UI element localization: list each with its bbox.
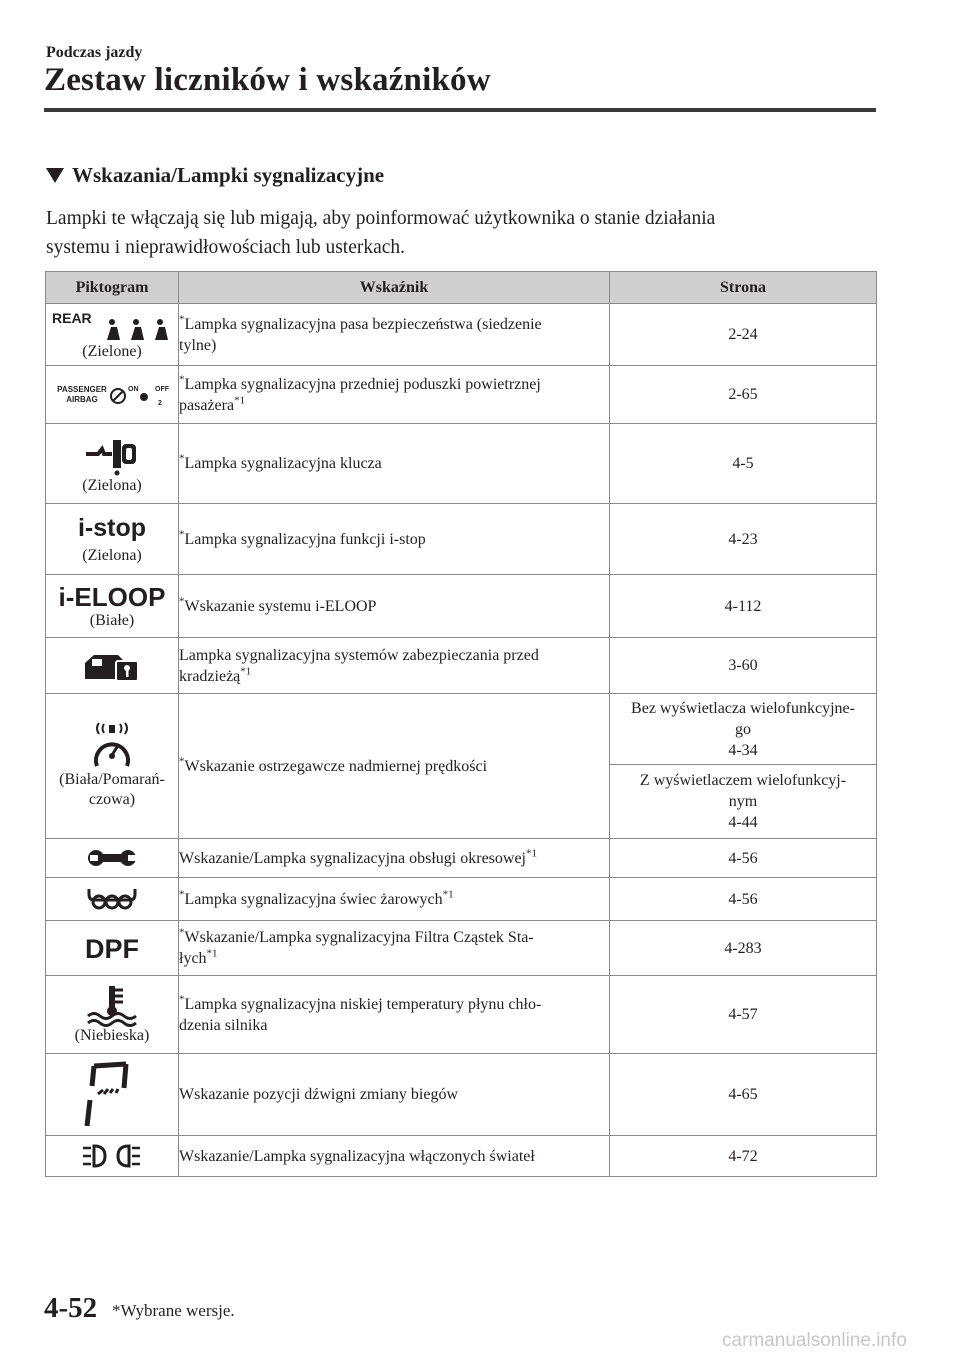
icon-color-note: (Biała/Pomarań- czowa): [59, 771, 165, 808]
i-stop-icon: [46, 512, 178, 546]
page-reference: Bez wyświetlacza wielofunkcyjne- go 4-34: [610, 694, 877, 765]
page-reference: 4-23: [610, 504, 877, 575]
table-header-row: [46, 272, 877, 304]
svg-text:OFF: OFF: [155, 385, 169, 393]
icon-color-note: (Zielona): [82, 476, 142, 494]
table-row: Wskazanie/Lampka sygnalizacyjna włączonych świateł 4-72: [46, 1136, 877, 1177]
table-row: REAR (Zielone) *Lampka sygnalizacyjna pasa bezpieczeństwa (siedzenie tylne) 2-24: [46, 304, 877, 366]
table-row: (Biała/Pomarań- czowa) *Wskazanie ostrzegawcze nadmiernej prędkości Bez wyświetlacza wielofunkcyjne- go 4-34: [46, 694, 877, 765]
rear-seatbelt-icon: [46, 308, 178, 342]
page-reference: 4-5: [610, 424, 877, 504]
page-number: 4-52: [44, 1292, 98, 1324]
svg-text:AIRBAG: AIRBAG: [66, 394, 98, 404]
table-row: Wskazanie pozycji dźwigni zmiany biegów 4-65: [46, 1054, 877, 1136]
dpf-icon: [46, 933, 178, 963]
table-row: i-ELOOP (Białe) *Wskazanie systemu i-ELOOP 4-112: [46, 575, 877, 638]
page-reference: 4-56: [610, 878, 877, 921]
page-reference: 2-65: [610, 366, 877, 424]
table-row: (Zielona) *Lampka sygnalizacyjna klucza 4-5: [46, 424, 877, 504]
glow-plug-icon: [46, 886, 178, 912]
page-reference: 4-65: [610, 1054, 877, 1136]
svg-text:2: 2: [158, 399, 162, 407]
gear-position-icon: [46, 1060, 178, 1130]
table-row: Lampka sygnalizacyjna systemów zabezpieczania przed kradzieżą$^{*1}$ 3-60: [46, 638, 877, 694]
page-title: Zestaw liczników i wskaźników: [44, 62, 491, 98]
speed-alarm-icon: [46, 722, 178, 770]
subsection-heading: [46, 163, 384, 188]
table-row: i-stop (Zielona) *Lampka sygnalizacyjna funkcji i-stop 4-23: [46, 504, 877, 575]
svg-text:DPF: DPF: [85, 934, 139, 964]
icon-color-note: (Zielona): [82, 547, 142, 564]
table-row: (Niebieska) *Lampka sygnalizacyjna niskiej temperatury płynu chło- dzenia silnika 4-57: [46, 976, 877, 1054]
page-reference: 3-60: [610, 638, 877, 694]
subsection-title: Wskazania/Lampki sygnalizacyjne: [72, 163, 385, 187]
column-header-pictogram: Piktogram: [46, 272, 179, 304]
icon-color-note: (Niebieska): [74, 1026, 150, 1044]
i-eloop-icon: [46, 581, 178, 611]
page-reference: 2-24: [610, 304, 877, 366]
svg-text:i-ELOOP: i-ELOOP: [58, 582, 166, 612]
icon-color-note: (Zielone): [82, 342, 142, 360]
table-row: *Lampka sygnalizacyjna świec żarowych$^{*1}$ 4-56: [46, 878, 877, 921]
wrench-icon: [46, 846, 178, 870]
key-icon: [46, 432, 178, 476]
column-header-page: Strona: [610, 272, 877, 304]
lights-on-icon: [46, 1143, 178, 1169]
table-row: PASSENGER AIRBAG ON OFF 2 *Lampka sygnalizacyjna przedniej poduszki powietrznej pasażera$^{*1}$ 2-65: [46, 366, 877, 424]
svg-text:PASSENGER: PASSENGER: [57, 384, 107, 394]
icon-color-note: (Białe): [89, 612, 135, 629]
indicator-table: [45, 271, 877, 1177]
page-reference: Z wyświetlaczem wielofunkcyj- nym 4-44: [610, 765, 877, 839]
passenger-airbag-icon: [46, 381, 178, 409]
svg-text:REAR: REAR: [52, 309, 92, 326]
svg-text:ON: ON: [128, 385, 139, 393]
column-header-indicator: Wskaźnik: [179, 272, 610, 304]
page-reference: 4-56: [610, 839, 877, 878]
page-reference: 4-72: [610, 1136, 877, 1177]
page-reference: 4-57: [610, 976, 877, 1054]
header-divider: [44, 108, 876, 112]
table-row: DPF *Wskazanie/Lampka sygnalizacyjna Filtra Cząstek Sta- łych$^{*1}$ 4-283: [46, 921, 877, 976]
page-reference: 4-283: [610, 921, 877, 976]
footnote: *Wybrane wersje.: [112, 1301, 235, 1320]
triangle-bullet-icon: [46, 168, 64, 183]
svg-text:i-stop: i-stop: [77, 514, 147, 542]
page-reference: 4-112: [610, 575, 877, 638]
section-name: Podczas jazdy: [46, 44, 143, 61]
security-icon: [46, 649, 178, 683]
low-coolant-temp-icon: [46, 984, 178, 1026]
table-row: Wskazanie/Lampka sygnalizacyjna obsługi okresowej$^{*1}$ 4-56: [46, 839, 877, 878]
intro-paragraph: Lampki te włączają się lub migają, aby poinformować użytkownika o stanie działania systemu i nieprawidłowościach lub usterkach.: [46, 208, 716, 258]
watermark: carmanualsonline.info: [722, 1330, 907, 1351]
